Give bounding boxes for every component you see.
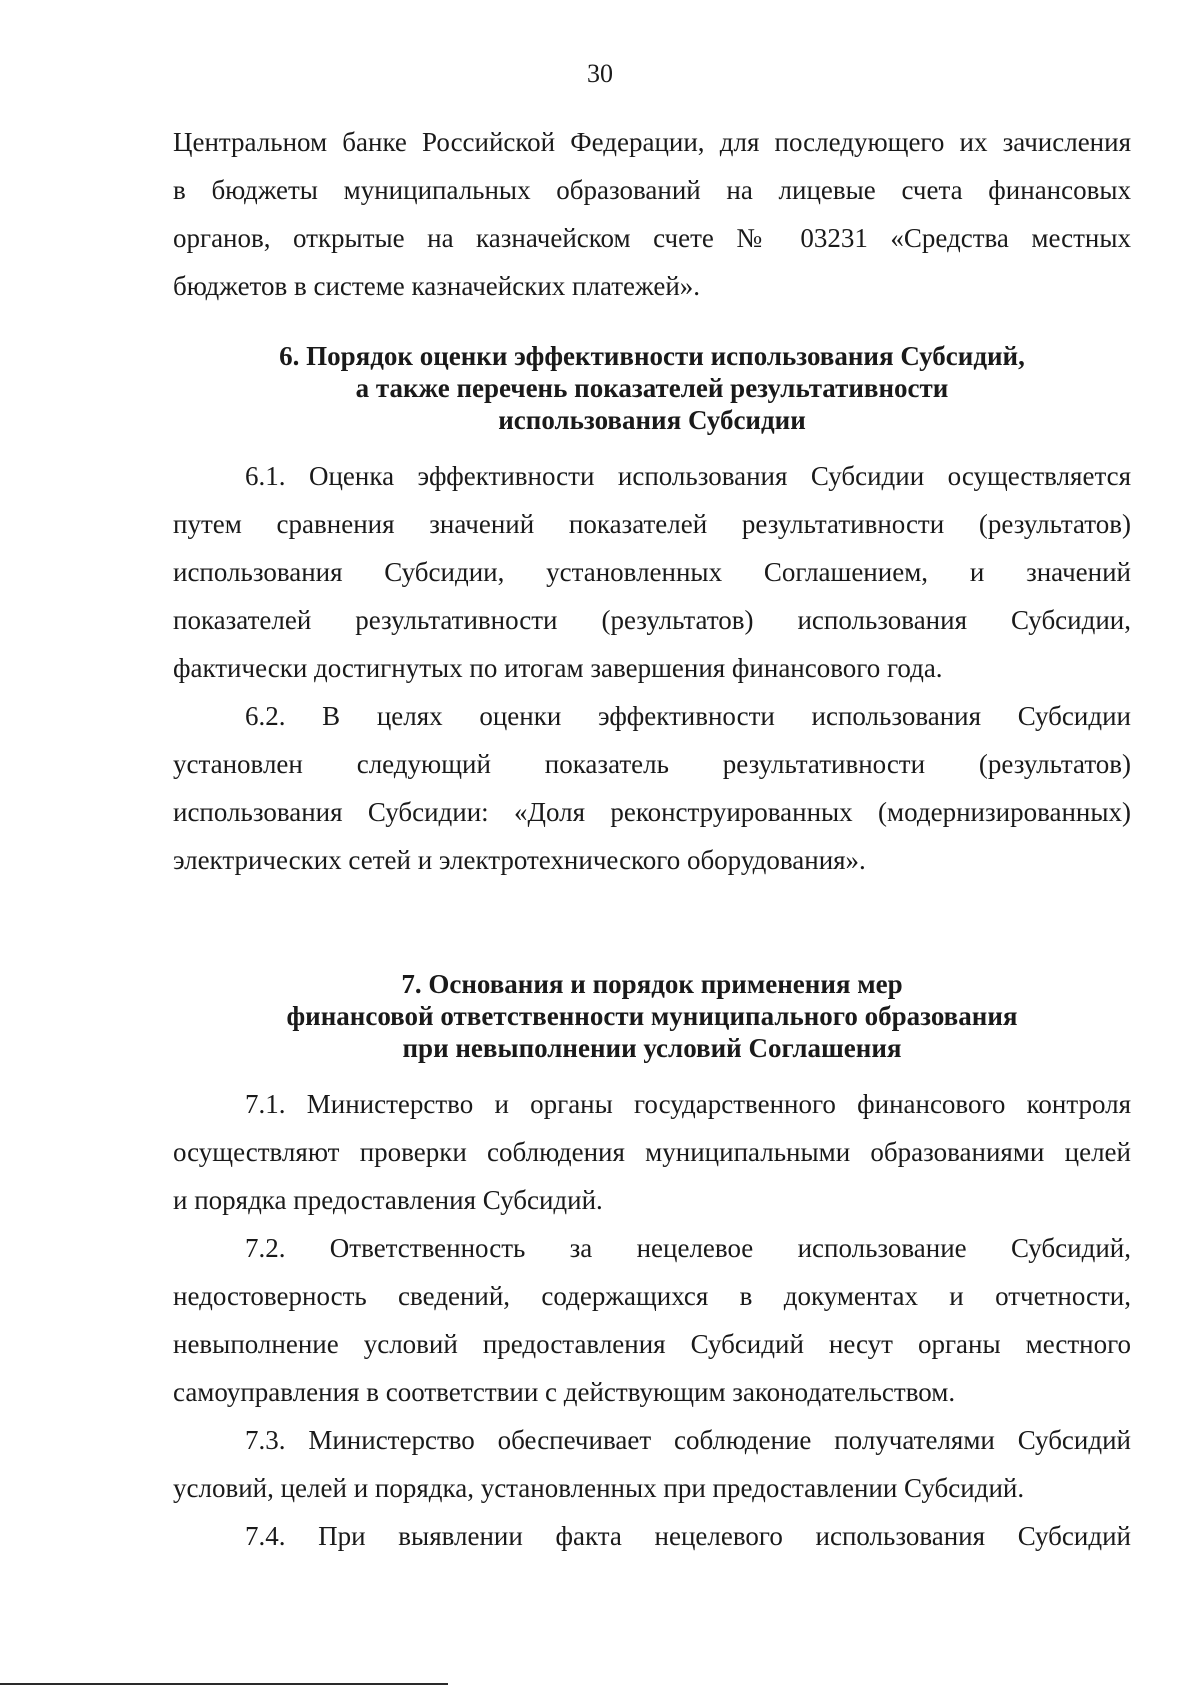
- text-line: Центральном банке Российской Федерации, для последующего их зачисления: [173, 127, 1131, 157]
- heading-line: при невыполнении условий Соглашения: [402, 1033, 902, 1063]
- text-line: использования Субсидии, установленных Соглашением, и значений: [173, 557, 1131, 587]
- text-line: самоуправления в соответствии с действующим законодательством.: [173, 1377, 956, 1407]
- heading-line: 6. Порядок оценки эффективности использования Субсидий,: [279, 341, 1025, 371]
- text-line: 7.3. Министерство обеспечивает соблюдение получателями Субсидий: [245, 1425, 1131, 1455]
- text-line: невыполнение условий предоставления Субсидий несут органы местного: [173, 1329, 1131, 1359]
- text-line: и порядка предоставления Субсидий.: [173, 1185, 603, 1215]
- text-line: установлен следующий показатель результативности (результатов): [173, 749, 1131, 779]
- text-line: бюджетов в системе казначейских платежей».: [173, 271, 701, 301]
- heading-line: 7. Основания и порядок применения мер: [401, 969, 903, 999]
- text-line: показателей результативности (результатов) использования Субсидии,: [173, 605, 1131, 635]
- text-line: органов, открытые на казначейском счете № 03231 «Средства местных: [173, 223, 1131, 253]
- paragraph-6-2: [173, 692, 1131, 884]
- document-body: [173, 118, 1131, 1560]
- text-line: в бюджеты муниципальных образований на лицевые счета финансовых: [173, 175, 1131, 205]
- section-7-heading: [173, 968, 1131, 1064]
- text-line: путем сравнения значений показателей результативности (результатов): [173, 509, 1131, 539]
- text-line: недостоверность сведений, содержащихся в документах и отчетности,: [173, 1281, 1131, 1311]
- paragraph-7-2: [173, 1224, 1131, 1416]
- text-line: 6.2. В целях оценки эффективности использования Субсидии: [245, 701, 1131, 731]
- paragraph-7-3: [173, 1416, 1131, 1512]
- text-line: 7.4. При выявлении факта нецелевого использования Субсидий: [245, 1521, 1131, 1551]
- text-line: осуществляют проверки соблюдения муниципальными образованиями целей: [173, 1137, 1131, 1167]
- text-line: фактически достигнутых по итогам завершения финансового года.: [173, 653, 943, 683]
- paragraph-7-1: [173, 1080, 1131, 1224]
- page-number: 30: [587, 59, 613, 88]
- heading-line: финансовой ответственности муниципального образования: [286, 1001, 1018, 1031]
- heading-line: а также перечень показателей результативности: [355, 373, 949, 403]
- text-line: условий, целей и порядка, установленных при предоставлении Субсидий.: [173, 1473, 1025, 1503]
- text-line: электрических сетей и электротехнического оборудования».: [173, 845, 866, 875]
- footnote-divider: [0, 1683, 448, 1685]
- text-line: 7.1. Министерство и органы государственного финансового контроля: [245, 1089, 1131, 1119]
- heading-line: использования Субсидии: [498, 405, 806, 435]
- text-line: использования Субсидии: «Доля реконструированных (модернизированных): [173, 797, 1131, 827]
- text-line: 6.1. Оценка эффективности использования Субсидии осуществляется: [245, 461, 1131, 491]
- text-line: 7.2. Ответственность за нецелевое использование Субсидий,: [245, 1233, 1131, 1263]
- intro-paragraph: [173, 118, 1131, 310]
- section-6-heading: [173, 340, 1131, 436]
- paragraph-7-4: [173, 1512, 1131, 1560]
- paragraph-6-1: [173, 452, 1131, 692]
